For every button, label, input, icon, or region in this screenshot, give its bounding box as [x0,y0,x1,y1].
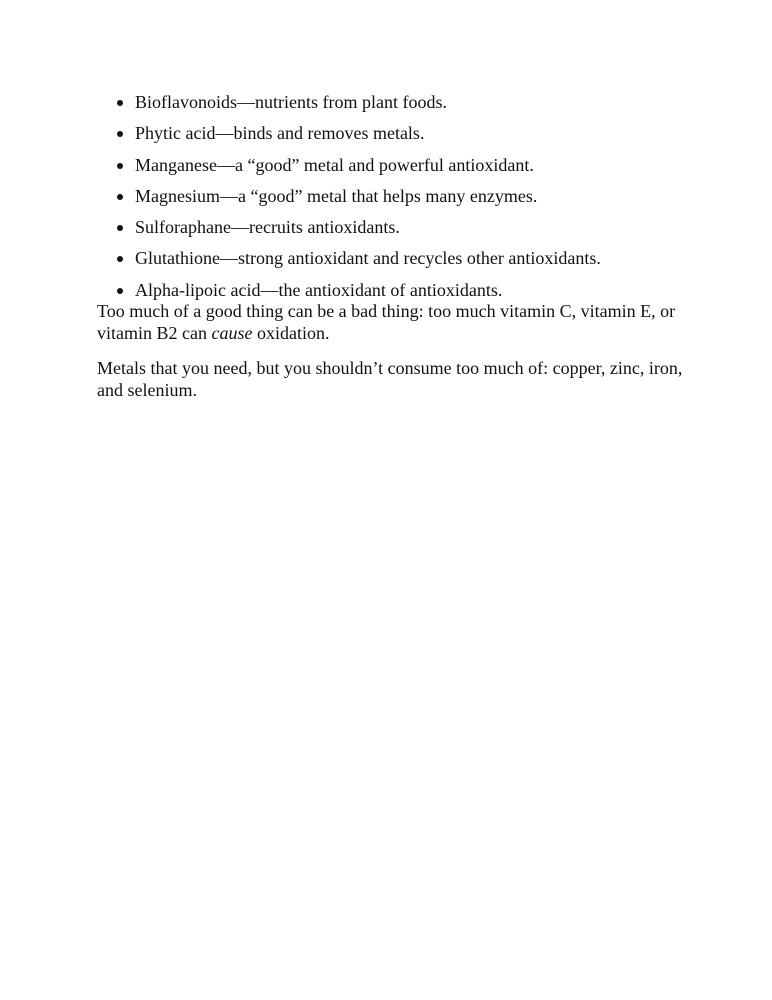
bullet-icon [117,163,123,169]
list-item [97,153,737,184]
bullet-icon [117,256,123,262]
bullet-icon [117,100,123,106]
paragraph-emphasis: cause [211,323,253,343]
list-item-text: Magnesium—a “good” metal that helps many enzymes. [135,185,538,206]
list-item [97,215,737,246]
paragraph-text-after: oxidation. [252,323,330,343]
bullet-icon [117,225,123,231]
list-item-text: Glutathione—strong antioxidant and recycles other antioxidants. [135,248,601,269]
bullet-icon [117,131,123,137]
list-item-text: Phytic acid—binds and removes metals. [135,123,425,144]
list-item [97,121,737,152]
list-item-text: Sulforaphane—recruits antioxidants. [135,217,400,238]
oxidation-warning-paragraph [97,300,697,344]
metals-paragraph: Metals that you need, but you shouldn’t consume too much of: copper, zinc, iron, and selenium. [97,358,683,400]
antioxidant-list [97,90,737,309]
bullet-icon [117,288,123,294]
list-item [97,90,737,121]
list-item-text: Alpha-lipoic acid—the antioxidant of antioxidants. [135,279,503,300]
list-item-text: Manganese—a “good” metal and powerful antioxidant. [135,154,534,175]
list-item-text: Bioflavonoids—nutrients from plant foods. [135,92,447,112]
paragraph-text-before: Too much of a good thing can be a bad thing: too much vitamin C, vitamin E, or vitamin B2 can [97,301,676,343]
list-item [97,184,737,215]
list-item [97,246,737,277]
bullet-icon [117,194,123,200]
